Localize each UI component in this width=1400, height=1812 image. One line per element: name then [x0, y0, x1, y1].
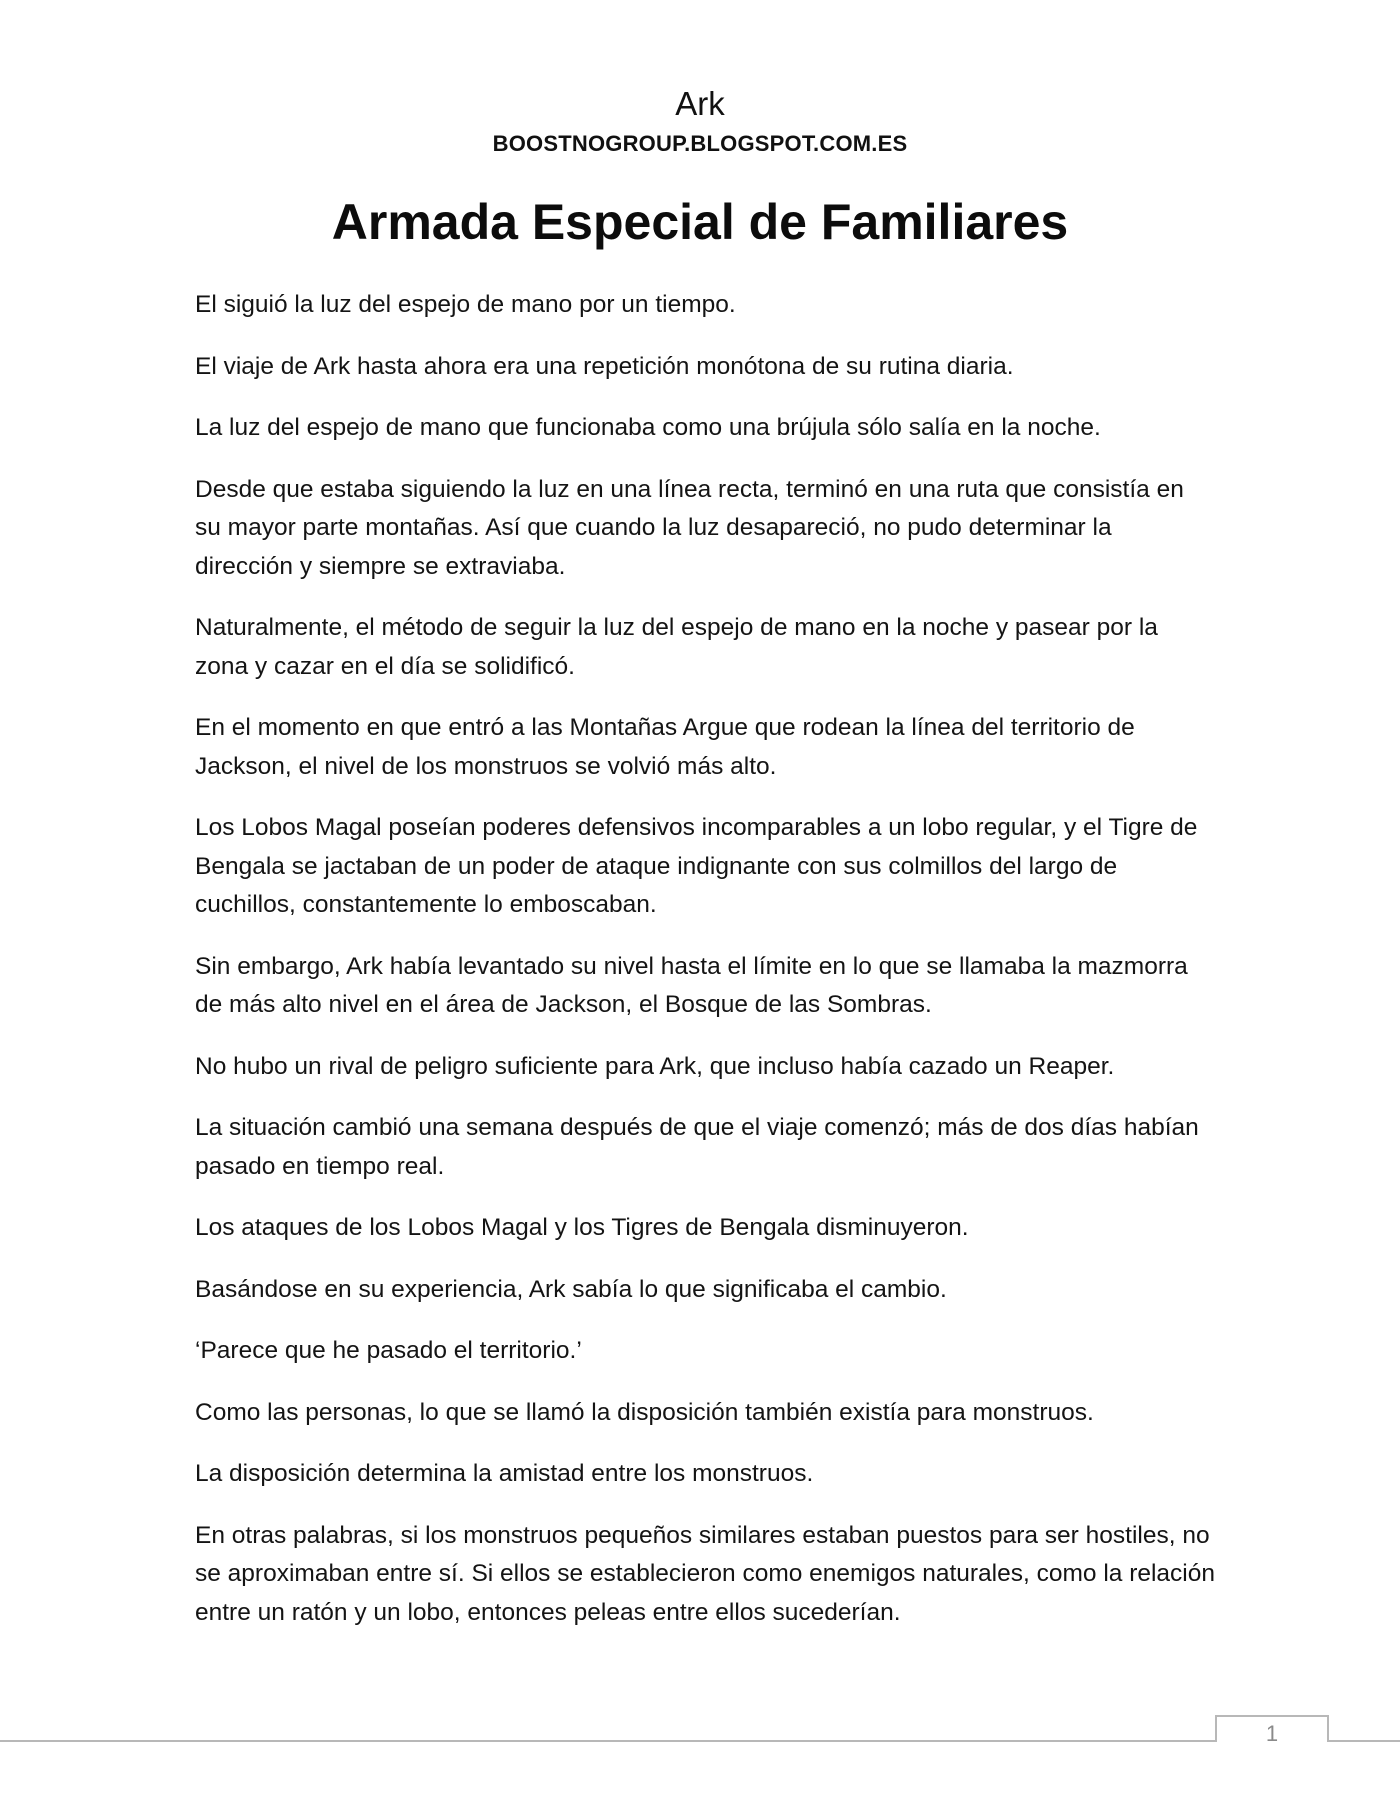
- paragraph: Como las personas, lo que se llamó la disposición también existía para monstruos.: [195, 1398, 1094, 1426]
- paragraph: Desde que estaba siguiendo la luz en una línea recta, terminó en una ruta que consistía en su mayor parte montañas. Así que cuando la luz desapareció, no pudo determinar la dirección y siempre se extraviaba.: [195, 475, 1184, 580]
- body-text: [195, 286, 1215, 1655]
- paragraph: La situación cambió una semana después de que el viaje comenzó; más de dos días habían pasado en tiempo real.: [195, 1114, 1199, 1180]
- paragraph: ‘Parece que he pasado el territorio.’: [195, 1337, 582, 1364]
- paragraph: En el momento en que entró a las Montañas Argue que rodean la línea del territorio de Jackson, el nivel de los monstruos se volvió más alto.: [195, 714, 1135, 780]
- paragraph: La luz del espejo de mano que funcionaba como una brújula sólo salía en la noche.: [195, 414, 1101, 441]
- paragraph: Sin embargo, Ark había levantado su nivel hasta el límite en lo que se llamaba la mazmorra de más alto nivel en el área de Jackson, el Bosque de las Sombras.: [195, 952, 1188, 1018]
- footer-rule: [0, 1740, 1400, 1742]
- paragraph: En otras palabras, si los monstruos pequeños similares estaban puestos para ser hostiles, no se aproximaban entre sí. Si ellos se establecieron como enemigos naturales, como la relación entre un ratón y un lobo, entonces peleas entre ellos sucederían.: [195, 1521, 1216, 1626]
- page-number: 1: [1265, 1721, 1279, 1746]
- paragraph: La disposición determina la amistad entre los monstruos.: [195, 1460, 814, 1487]
- paragraph: Basándose en su experiencia, Ark sabía lo que significaba el cambio.: [195, 1275, 947, 1303]
- paragraph: Los ataques de los Lobos Magal y los Tigres de Bengala disminuyeron.: [195, 1214, 969, 1241]
- paragraph: Naturalmente, el método de seguir la luz del espejo de mano en la noche y pasear por la zona y cazar en el día se solidificó.: [195, 614, 1158, 680]
- header-site-url: BOOSTNOGROUP.BLOGSPOT.COM.ES: [492, 131, 908, 156]
- chapter-title: Armada Especial de Familiares: [331, 194, 1069, 250]
- paragraph: Los Lobos Magal poseían poderes defensivos incomparables a un lobo regular, y el Tigre de Bengala se jactaban de un poder de ataque indignante con sus colmillos del largo de cuchillos, constantemente lo emboscaban.: [195, 814, 1198, 918]
- paragraph: El viaje de Ark hasta ahora era una repetición monótona de su rutina diaria.: [195, 352, 1014, 380]
- paragraph: El siguió la luz del espejo de mano por un tiempo.: [195, 291, 736, 318]
- header-book-title: Ark: [675, 85, 725, 122]
- paragraph: No hubo un rival de peligro suficiente para Ark, que incluso había cazado un Reaper.: [195, 1052, 1115, 1080]
